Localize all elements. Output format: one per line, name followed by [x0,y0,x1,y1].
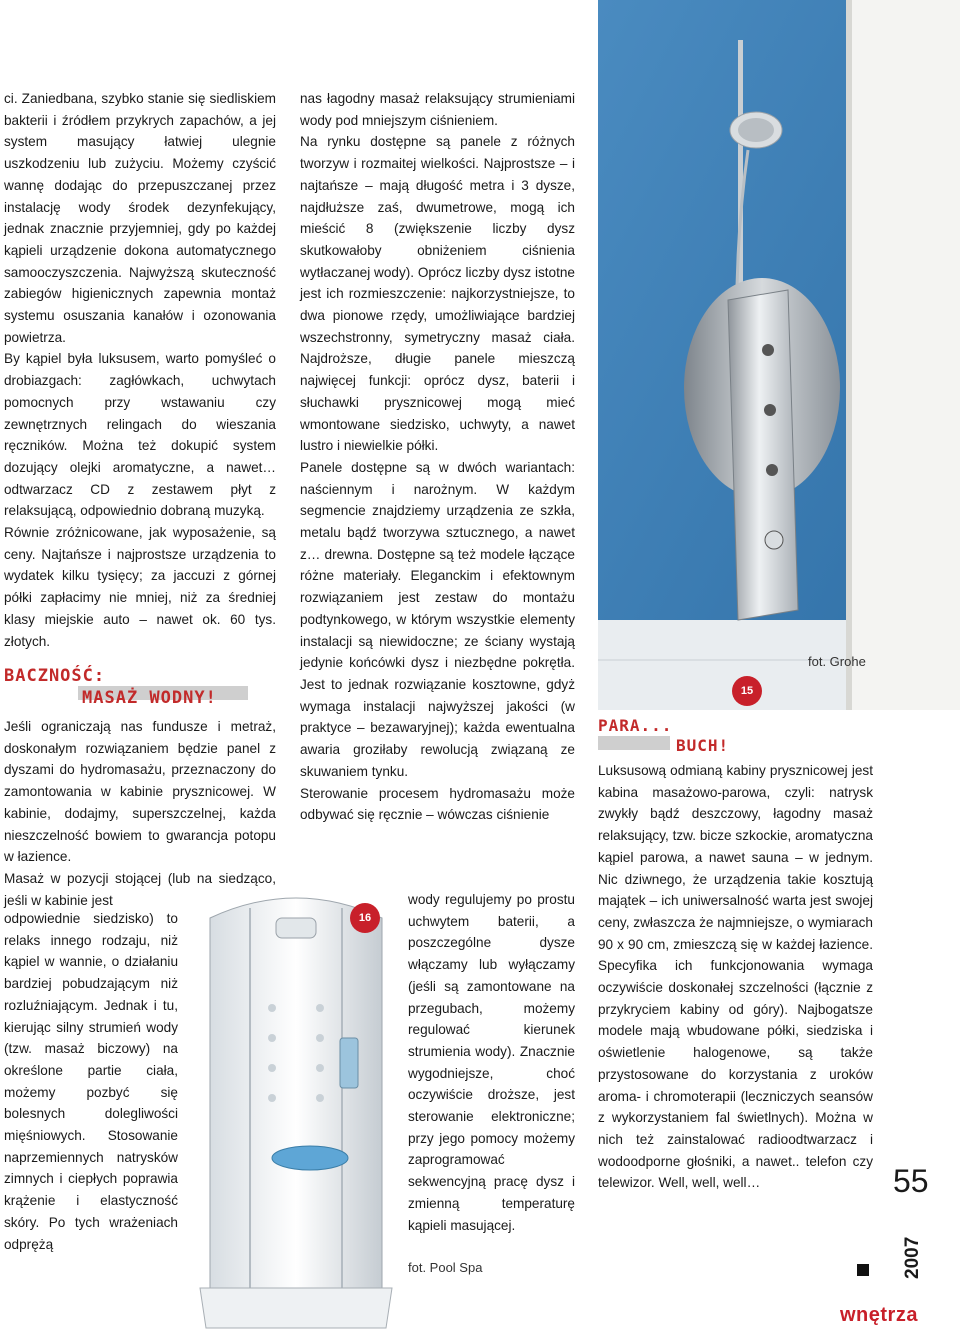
heading-para-buch [598,716,798,756]
column-1-lower [4,716,276,911]
shower-cabin-photo [190,888,402,1334]
caption-pool-spa: fot. Pool Spa [408,1260,483,1275]
heading-bar [598,736,670,750]
col1-paragraph-1: ci. Zaniedbana, szybko stanie się siedliskiem bakterii i źródłem przykrych zapachów, a jej system masujący łatwiej ulegnie uszkodzeniu lub zużyciu. Możemy czyścić wannę dodając do przepuszczanej przez instalację wody środek dezynfekujący, jednak znacznie przyjemniej, gdy po każdej kąpieli urządzenie dokona automatycznego samooczyszczenia. Najwyższą skuteczność zabiegów higienicznych zapewnia montaż systemu osuszania kanałów i ozonowania powietrza. [4,91,276,345]
col1-paragraph-2: By kąpiel była luksusem, warto pomyśleć o drobiazgach: zagłówkach, uchwytach pomocnych przy wstawaniu czy zewnętrznych relingach do wieszania ręczników. Można też dokupić system dozujący olejki aromatyczne, a nawet… odtwarzacz CD z zestawem płyt z relaksującą, odpowiednio dobraną muzyką. [4,351,276,519]
brand-logo: wnętrza [840,1304,918,1326]
col2-paragraph-4b: wody regulujemy po prostu uchwytem baterii, a poszczególne dysze włączamy lub wyłączamy (jeśli są zamontowane na przegubach, możemy regulować kierunek strumienia wody). Znacznie wygodniejsze, choć oczywiście droższe, jest sterowanie elektroniczne; przy jego pomocy możemy zaprogramować sekwencyjną pracę dysz i zmienną temperaturę kąpieli masującej. [408,892,575,1233]
shower-panel-illustration [598,0,960,710]
col2-paragraph-3: Panele dostępne są w dwóch wariantach: naściennym i narożnym. W każdym segmencie znajdziemy urządzenia ze szkła, metalu bądź tworzywa sztucznego, a nawet z… drewna. Dostępne są też modele łączące różne materiały. Eleganckim i efektownym rozwiązaniem jest zestaw do montażu podtynkowego, w którym wszystkie elementy instalacji są niewidoczne; ze ściany wystają jedynie końcówki dysz i niezbędne pokrętła. Jest to jednak rozwiązanie kosztowne, gdyż wymaga instalacji najwyższej jakości (w praktyce – bezawaryjnej); każda ewentualna awaria groziłaby rewolucją związaną ze skuwaniem tynku. [300,459,575,779]
year-label: 2007 [902,1236,923,1279]
column-2-wrap [408,889,575,1236]
shower-cabin-illustration [190,888,402,1334]
caption-grohe: fot. Grohe [808,654,866,669]
col2-paragraph-4a: Sterowanie procesem hydromasażu może odbywać się ręcznie – wówczas ciśnienie [300,785,575,823]
col1-paragraph-5a: Masaż w pozycji stojącej (lub na siedząco, jeśli w kabinie jest [4,870,276,908]
col2-paragraph-2: Na rynku dostępne są panele z różnych tworzyw i rozmaitej wielkości. Najprostsze – i najtańsze – mają długość metra i 3 dysze, najdłuższe zaś, dwumetrowe, mogą ich mieścić 8 (zwiększenie liczby dysz skutkowałoby obniżeniem ciśnienia wytłaczanej wody). Oprócz liczby dysz istotne jest ich rozmieszczenie: najkorzystniejsze, to dwa pionowe rzędy, umożliwiające bardziej wszechstronny, symetryczny masaż ciała. Najdroższe, długie panele mieszczą najwięcej funkcji: oprócz dysz, baterii i słuchawki prysznicowej mogą mieć wmontowane siedzisko, uchwyty, a nawet lustro i niewielkie półki. [300,134,575,454]
heading-line-2: MASAŻ WODNY! [82,688,217,708]
col1-paragraph-4: Jeśli ograniczają nas fundusze i metraż, doskonałym rozwiązaniem będzie panel z dyszami do hydromasażu, przeznaczony do zamontowania w kabinie prysznicowej. W kabinie, dodajmy, superszczelnej, każda nieszczelność bowiem to gwarancja potopu w łazience. [4,719,276,865]
badge-16: 16 [350,903,380,933]
column-3 [598,760,873,1194]
heading-line-1: PARA... [598,716,673,735]
col1-paragraph-5b: odpowiednie siedzisko) to relaks innego rodzaju, niż kąpiel w wannie, o działaniu bardziej pobudzającym niż rozluźniającym. Jednak i tu, kierując silny strumień wody (tzw. masaż biczowy) na określone partie ciała, możemy pozbyć się bolesnych dolegliwości mięśniowych. Stosowanie naprzemiennych natrysków zimnych i ciepłych poprawia krążenie i elastyczność skóry. Po tych wrażeniach odprężą [4,911,178,1252]
shower-panel-photo [598,0,960,710]
column-1 [4,88,276,652]
end-mark [857,1264,869,1276]
col1-paragraph-3: Równie zróżnicowane, jak wyposażenie, są ceny. Najtańsze i najprostsze urządzenia to wydatek kilku tysięcy; za jaccuzi z górnej półki zapłacimy nie mniej, niż za średniej klasy miejskie auto – nawet ok. 60 tys. złotych. [4,525,276,649]
heading-line-2: BUCH! [676,736,730,755]
heading-baczność [4,666,294,714]
heading-line-1: BACZNOŚĆ: [4,666,106,686]
column-2 [300,88,575,826]
col3-paragraph-1: Luksusową odmianą kabiny prysznicowej jest kabina masażowo-parowa, czyli: natrysk zwykły bądź deszczowy, łagodny masaż relaksujący, tzw. bicze szkockie, aromatyczna kąpiel parowa, a nawet sauna – w jednym. Nic dziwnego, że urządzenia takie kosztują majątek – ich uniwersalność warta jest swojej ceny, zwłaszcza że najmniejsze, o wymiarach 90 x 90 cm, zmieszczą się w każdej łazience. Specyfika ich funkcjonowania wymaga oczywiście doskonałej szczelności (łącznie z przykryciem kabiny od góry). Najbogatsze modele mają wbudowane półki, siedziska i oświetlenie halogenowe, są także przystosowane do korzystania z uroków aroma- i chromoterapii (leczniczych seansów z wykorzystaniem fal świetlnych). Można w nich też zainstalować radioodtwarzacz i wodoodporne głośniki, a nawet.. telefon czy telewizor. Well, well, well… [598,763,873,1191]
badge-15: 15 [732,676,762,706]
col2-paragraph-1: nas łagodny masaż relaksujący strumieniami wody pod mniejszym ciśnieniem. [300,91,575,128]
column-1-wrap [4,908,178,1255]
page-number: 55 [893,1163,929,1199]
